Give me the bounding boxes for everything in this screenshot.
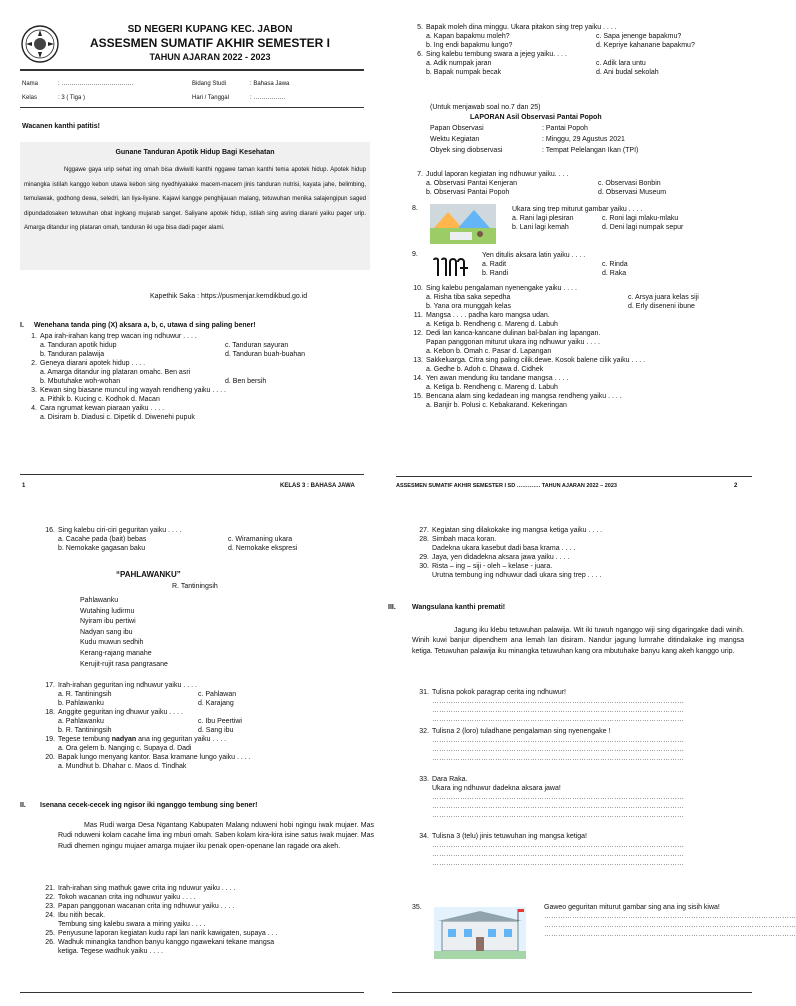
reading-title: Gunane Tanduran Apotik Hidup Bagi Kesehatan [115,149,275,156]
q5-option-c[interactable]: c. Sapa jenenge bapakmu? [596,33,682,40]
kelas-value: : 3 ( Tiga ) [58,95,86,101]
q13-options[interactable]: a. Gedhe b. Adoh c. Dhawa d. Cidhek [426,366,544,373]
q14-options[interactable]: a. Ketiga b. Rendheng c. Mareng d. Labuh [426,384,558,391]
q9-option-b[interactable]: b. Randi [482,270,509,277]
q11-options[interactable]: a. Ketiga b. Rendheng c. Mareng d. Labuh [426,321,558,328]
questions-10-15 [408,284,763,410]
answer-line[interactable]: ……………………………………………………………………………………………… [432,860,684,867]
section-2-title: Isenana cecek-cecek ing ngisor iki nganggo tembung sing bener! [40,802,258,809]
question-7-block [412,170,762,197]
q9-option-c[interactable]: c. Rinda [602,261,628,268]
q1-option-b[interactable]: b. Tanduran palawija [40,351,105,358]
q8-option-d[interactable]: d. Deni lagi numpak sepur [602,224,684,231]
question-33-prompt: Ukara ing ndhuwur dadekna aksara jawa! [432,785,561,792]
q5-option-d[interactable]: d. Kepriye kahanane bapakmu? [596,42,695,49]
answer-line[interactable]: ……………………………………………………………………………………………… [432,851,684,858]
question-21: 21. Irah-irahan sing mathuk gawe crita ing nduwur yaiku . . . . [45,885,236,892]
q5-option-a[interactable]: a. Kapan bapakmu moleh? [426,33,510,40]
school-logo [20,24,60,64]
footer-class: KELAS 3 : BAHASA JAWA [280,483,355,489]
question-8-num: 8. [412,205,418,212]
kelas-label: Kelas [22,95,38,101]
question-34: 34. Tulisna 3 (telu) jinis tetuwuhan ing mangsa ketiga! [419,833,587,840]
question-20: 20. Bapak lungo menyang kantor. Basa kramane lungo yaiku . . . . [45,754,251,761]
report-r2-label: Wektu Kegiatan [430,136,480,143]
poem-author: R. Tantiningsih [172,583,218,590]
bidang-label: Bidang Studi [192,81,227,87]
q6-option-c[interactable]: c. Adik lara untu [596,60,646,67]
answer-line[interactable]: ……………………………………………………………………………………………… [544,931,796,938]
question-22: 22. Tokoh wacanan crita ing ndhuwur yaiku . . . . [45,894,196,901]
q16-option-b[interactable]: b. Nemokake gagasan baku [58,545,146,552]
q18-option-d[interactable]: d. Sang ibu [198,727,234,734]
questions-1-4 [26,332,371,422]
q10-option-d[interactable]: d. Erly diseneni ibune [628,303,695,310]
question-14: 14. Yen awan mendung iku tandane mangsa . . . . [413,375,569,382]
poem-line: Kerang-rajang manahe [80,649,152,657]
exam-year: TAHUN AJARAN 2022 - 2023 [149,52,271,62]
answer-line[interactable]: ……………………………………………………………………………………………… [432,842,684,849]
q2-option-d[interactable]: d. Ben bersih [225,378,267,385]
footer-exam: ASSESMEN SUMATIF AKHIR SEMESTER I SD …………. TAHUN AJARAN 2022 – 2023 [396,483,617,489]
section-2-num: II. [20,802,26,809]
question-18: 18. Anggite geguritan ing dhuwur yaiku . . . . [45,709,183,716]
section-1-num: I. [20,322,24,329]
q1-option-d[interactable]: d. Tanduran buah-buahan [225,351,306,358]
poem-line: Nadyan sang ibu [80,628,133,636]
question-1: 1. Apa irah-irahan kang trep wacan ing ndhuwur . . . . [31,333,197,340]
q18-option-b[interactable]: b. R. Tantiningsih [58,727,112,734]
poem-line: Wutahing ludirmu [80,607,135,615]
question-13: 13. Sakkeluarga. Citra sing paling cilik.dewe. Kosok balene cilik yaiku . . . . [413,357,646,364]
question-16-block [38,526,378,553]
instruction-read: Wacanen kanthi patitis! [22,123,100,130]
question-29: 29. Jaya, yen didadekna aksara jawa yaiku . . . . [419,554,570,561]
q10-option-b[interactable]: b. Yana ora munggah kelas [426,303,511,310]
questions-17-20 [38,681,378,771]
school-name: SD NEGERI KUPANG KEC. JABON [127,24,293,35]
question-33: 33. Dara Raka. [419,776,468,783]
q12-options[interactable]: a. Kebon b. Omah c. Pasar d. Lapangan [426,348,552,355]
q8-option-c[interactable]: c. Roni lagi mlaku-mlaku [602,215,679,222]
question-23: 23. Papan panggonan wacanan crita ing ndhuwur yaiku . . . . [45,903,235,910]
q8-option-a[interactable]: a. Rani lagi plesiran [512,215,574,222]
page-2 [384,0,768,503]
q19-options[interactable]: a. Ora gelem b. Nanging c. Supaya d. Dadi [58,745,192,752]
question-12: 12. Dedi lan kanca-kancane dulinan bal-balan ing lapangan. [413,330,601,337]
question-25: 25. Penyusune laporan kegiatan kudu rapi lan narik kawigaten, supaya . . . [45,930,278,937]
question-30-prompt: Urutna tembung ing ndhuwur dadi ukara sing trep . . . . [432,572,602,579]
javanese-script-glyph [432,256,470,278]
q7-option-d[interactable]: d. Observasi Museum [598,189,667,196]
school-building-illustration [434,907,526,959]
q16-option-c[interactable]: c. Wiramaning ukara [228,536,293,543]
question-6: 6. Sing kalebu tembung swara a jejeg yaiku. . . . [417,51,567,58]
q17-option-c[interactable]: c. Pahlawan [198,691,237,698]
q1-option-c[interactable]: c. Tanduran sayuran [225,342,289,349]
report-r3-label: Obyek sing diobservasi [430,147,503,154]
poem-line: Kerujit-rujit rasa pangrasane [80,660,168,668]
q6-option-a[interactable]: a. Adik numpak jaran [426,60,492,67]
q8-option-b[interactable]: b. Lani lagi kemah [512,224,569,231]
hari-field[interactable]: : ……………. [250,95,286,101]
answer-line[interactable]: ……………………………………………………………………………………………… [432,716,684,723]
q20-options[interactable]: a. Mundhut b. Dhahar c. Maos d. Tindhak [58,763,187,770]
question-31: 31. Tulisna pokok paragrap cerita ing ndhuwur! [419,689,566,696]
question-5: 5. Bapak moleh dina minggu. Ukara pitakon sing trep yaiku . . . . [417,24,617,31]
exam-title: ASSESMEN SUMATIF AKHIR SEMESTER I [89,36,331,50]
q5-option-b[interactable]: b. Ing endi bapakmu lungo? [426,42,513,49]
poem-line: Kudu muwun sedhih [80,639,144,647]
reading-box [20,142,370,270]
q6-option-d[interactable]: d. Ani budal sekolah [596,69,659,76]
question-19: 19. Tegese tembung nadyan ana ing geguritan yaiku . . . . [45,736,227,743]
q7-option-b[interactable]: b. Observasi Pantai Popoh [426,189,510,196]
q2-option-b[interactable]: b. Mbutuhake woh-wohan [40,378,121,385]
question-17: 17. Irah-irahan geguritan ing ndhuwur yaiku . . . . [45,682,197,689]
answer-line[interactable]: ……………………………………………………………………………………………… [432,755,684,762]
nama-field[interactable]: : ……………………………… [58,81,134,87]
question-26-prompt: ketiga. Tegese wadhuk yaiku . . . . [58,948,163,955]
report-r2-value: : Minggu, 29 Agustus 2021 [542,136,625,143]
essay-paragraph: Jagung iku klebu tetuwuhan palawija. Wit iki tuwuh nganggo wiji sing digaringake dadi winih. Winih kuwi banjur dipendhem ana lemah lan disiram. Nandur jagung lumrahe ditindakake ing mangsa ketiga. Tetuwuhan palawija iku minangka tetuwuhan kang ora mbutuhake banyu kang akeh kanggo urip. [412,627,744,655]
q17-option-a[interactable]: a. R. Tantiningsih [58,691,112,698]
q16-option-a[interactable]: a. Cacahe pada (bait) bebas [58,536,147,543]
questions-5-6 [412,23,762,77]
question-27: 27. Kegiatan sing dilakokake ing mangsa ketiga yaiku . . . . [419,527,603,534]
q9-option-d[interactable]: d. Raka [602,270,627,277]
poem-line: Pahlawanku [80,597,119,604]
question-12-prompt: Papan panggonan miturut ukara ing ndhuwur yaiku . . . . [426,339,600,346]
q10-option-a[interactable]: a. Risha tiba saka sepedha [426,294,511,301]
question-28: 28. Simbah maca koran. [419,536,497,543]
report-note: (Untuk menjawab soal no.7 dan 25) [430,104,541,111]
question-3: 3. Kewan sing biasane muncul ing wayah rendheng yaiku . . . . [31,387,227,394]
answer-line[interactable]: ……………………………………………………………………………………………… [432,707,684,714]
q16-option-d[interactable]: d. Nemokake ekspresi [228,545,298,552]
page-3 [0,503,384,1006]
answer-line[interactable]: ……………………………………………………………………………………………… [432,737,684,744]
q7-option-c[interactable]: c. Observasi Bonbin [598,180,661,187]
hari-label: Hari / Tanggal [192,95,229,101]
question-2: 2. Geneya diarani apotek hidup . . . . [31,360,146,367]
answer-line[interactable]: ……………………………………………………………………………………………… [432,698,684,705]
q18-option-a[interactable]: a. Pahlawanku [58,718,104,725]
question-10: 10. Sing kalebu pengalaman nyenengake yaiku . . . . [413,285,577,292]
answer-line[interactable]: ……………………………………………………………………………………………… [544,913,796,920]
question-9: Yen ditulis aksara latin yaiku . . . . [482,252,586,259]
question-7: 7. Judul laporan kegiatan ing ndhuwur yaiku. . . . [417,171,569,178]
q1-option-a[interactable]: a. Tanduran apotik hidup [40,342,117,349]
question-26: 26. Wadhuk minangka tandhon banyu kanggo ngawekani tekane mangsa [45,939,275,946]
footer-page-num: 1 [22,483,26,489]
nama-label: Nama [22,81,39,87]
poem-line: Nyiram ibu pertiwi [80,618,136,626]
picnic-illustration [430,204,496,244]
question-4: 4. Cara ngrumat kewan piaraan yaiku . . . . [31,405,165,412]
question-9-num: 9. [412,251,418,258]
poem-title: “PAHLAWANKU” [116,570,181,579]
question-35-num: 35. [412,904,422,911]
q7-option-a[interactable]: a. Observasi Pantai Kenjeran [426,180,518,187]
report-title: LAPORAN Asil Observasi Pantai Popoh [470,114,602,121]
footer-page-num: 2 [734,483,738,489]
question-24-prompt: Tembung sing kalebu swara a miring yaiku . . . . [58,921,206,928]
answer-line[interactable]: ……………………………………………………………………………………………… [432,812,684,819]
q6-option-b[interactable]: b. Bapak numpak becak [426,69,502,76]
bidang-value: : Bahasa Jawa [250,81,290,87]
q17-option-d[interactable]: d. Karajang [198,700,234,707]
report-r3-value: : Tempat Pelelangan Ikan (TPI) [542,147,639,154]
q15-options[interactable]: a. Banjir b. Polusi c. Kebakarand. Kekeringan [426,402,567,409]
question-16: 16. Sing kalebu ciri-ciri geguritan yaiku . . . . [45,527,182,534]
report-r1-label: Papan Observasi [430,125,484,132]
questions-27-30 [412,526,752,580]
story-paragraph: Mas Rudi warga Desa Ngantang Kabupaten Malang nduweni hobi ngingu iwak mujaer. Mas Rudi nduweni kolam cacahe lima ing mburi omah. Saben kolam kira-kira isine satus iwak mujaer. Mas Rudi dhemen ngingu mujaer amarga mujaer iku penak open-openane lan ragade ora akeh. [58,822,374,850]
question-15: 15. Bencana alam sing kedadean ing mangsa rendheng yaiku . . . . [413,393,622,400]
question-24: 24. Ibu nitih becak. [45,912,106,919]
answer-line[interactable]: ……………………………………………………………………………………………… [432,746,684,753]
question-9-block [482,251,742,278]
q2-option-a[interactable]: a. Amarga ditandur ing plataran omahc. Ben asri [40,369,191,376]
question-28-prompt: Dadekna ukara kasebut dadi basa krama . . . . [432,545,576,552]
questions-21-26 [38,884,378,956]
section-3-title: Wangsulana kanthi premati! [412,604,506,611]
question-11: 11. Mangsa . . . . padha karo mangsa udan. [413,312,550,319]
section-1-title: Wenehana tanda ping (X) aksara a, b, c, utawa d sing paling bener! [34,322,256,329]
question-30: 30. Rista – ing – siji - oleh – kelase - juara. [419,563,553,570]
q4-options[interactable]: a. Disiram b. Diadusi c. Dipetik d. Diwenehi pupuk [40,414,195,421]
page-4 [384,503,796,1006]
q17-option-b[interactable]: b. Pahlawanku [58,700,104,707]
questions-31-34 [412,688,752,868]
reading-body: Nggawe gaya urip sehat ing omah bisa diwiwiti kanthi nggawe taman kanthi tema apotek hidup. Apotek hidup minangka istilah kanggo kebon utawa kebon sing nyedhiyakake macem-macem jinis tanduran nutrisi, kayata jahe, belimbing, temulawak, godhong dewa, seledri, lan liya-liyane. Kajawi kangge penghijauan malang, tetuwuhan menika salajengipun saged dipundadosaken tetuwuhan obat ingkang mujarab sanget. Saliyane apotek hidup, istilah sing asring diarani yaiku pager urip. Amarga ditandur ing plataran omah, tanduran iki uga bisa dadi pager alami. [24,167,366,232]
q18-option-c[interactable]: c. Ibu Peertiwi [198,718,242,725]
poem-body [80,596,168,670]
question-35-block [544,903,796,939]
answer-line[interactable]: ……………………………………………………………………………………………… [432,803,684,810]
page-1 [0,0,384,503]
section-3-num: III. [388,604,396,611]
q3-options[interactable]: a. Pithik b. Kucing c. Kodhok d. Macan [40,396,160,403]
question-8: Ukara sing trep miturut gambar yaiku . . . . [512,206,643,213]
q10-option-c[interactable]: c. Arsya juara kelas siji [628,294,699,301]
answer-line[interactable]: ……………………………………………………………………………………………… [432,794,684,801]
question-35: Gaweo geguritan miturut gambar sing ana ing sisih kiwa! [544,904,720,911]
source-citation: Kapethik Saka : https://pusmenjar.kemdikbud.go.id [150,293,308,300]
report-r1-value: : Pantai Popoh [542,125,588,132]
q9-option-a[interactable]: a. Radit [482,261,507,268]
answer-line[interactable]: ……………………………………………………………………………………………… [544,922,796,929]
question-8-block [512,205,752,232]
question-32: 32. Tulisna 2 (loro) tuladhane pengalaman sing nyenengake ! [419,728,611,735]
